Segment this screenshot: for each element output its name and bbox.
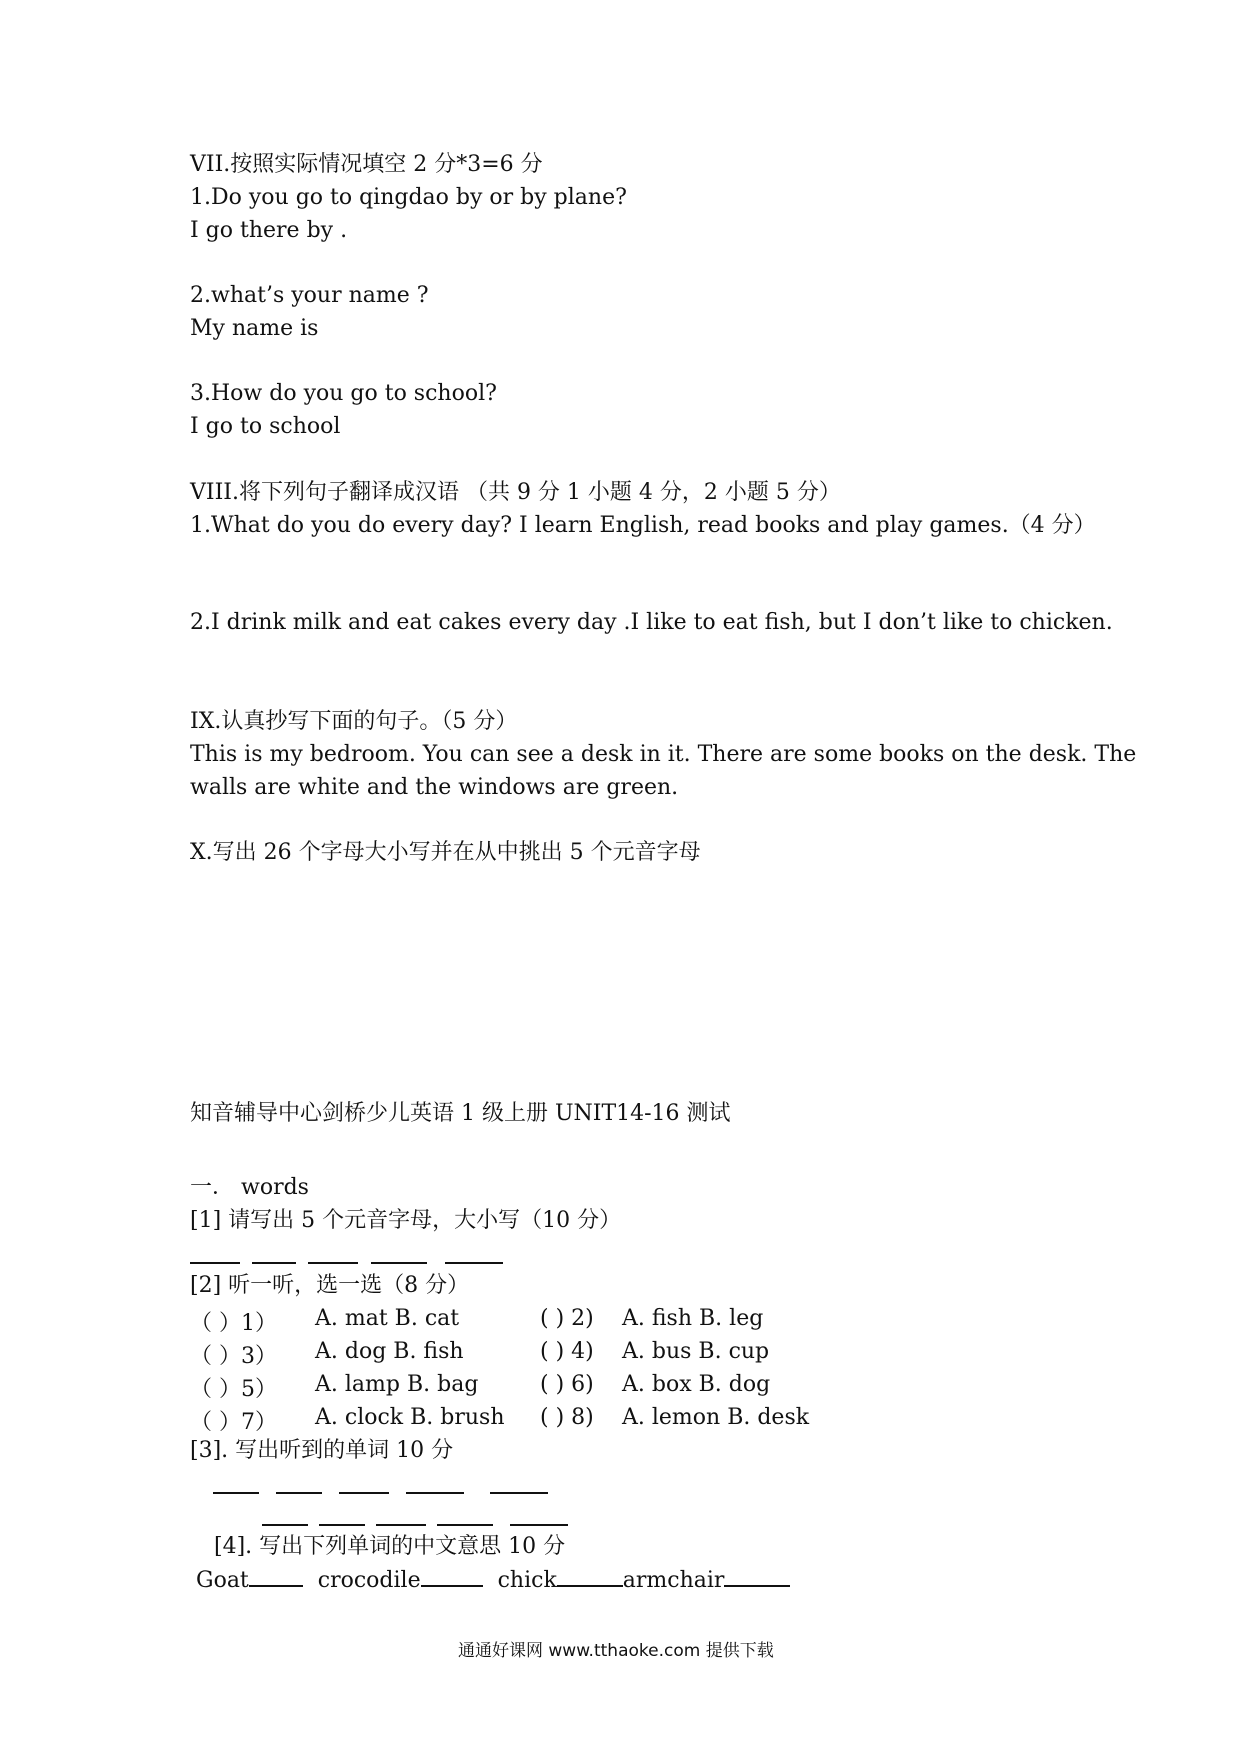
answer-blank[interactable]: [406, 1492, 464, 1494]
answer-blank[interactable]: [252, 1262, 296, 1264]
answer-blank[interactable]: [437, 1524, 493, 1526]
answer-blank[interactable]: [371, 1262, 427, 1264]
section-7-question-3: 3.How do you go to school?: [190, 381, 497, 406]
section-9-heading: IX.认真抄写下面的句子。（5 分）: [190, 709, 518, 734]
answer-blank[interactable]: [339, 1492, 389, 1494]
section-9-line-2: walls are white and the windows are green.: [190, 775, 679, 800]
item-choices: A. lemon B. desk: [622, 1405, 810, 1430]
section-9-line-1: This is my bedroom. You can see a desk in it. There are some books on the desk. The: [190, 742, 1137, 767]
item-label: （ ）1）: [190, 1311, 277, 1336]
item-label: （ ）3）: [190, 1344, 277, 1369]
question-3-heading: [3]. 写出听到的单词 10 分: [190, 1438, 454, 1463]
question-1-heading: [1] 请写出 5 个元音字母，大小写（10 分）: [190, 1208, 622, 1233]
answer-blank[interactable]: [724, 1567, 790, 1587]
section-7-heading: VII.按照实际情况填空 2 分*3=6 分: [190, 152, 543, 177]
question-4-heading: [4]. 写出下列单词的中文意思 10 分: [214, 1534, 566, 1559]
item-choices: A. lamp B. bag: [315, 1372, 479, 1397]
item-choices: A. clock B. brush: [315, 1405, 505, 1430]
answer-blank[interactable]: [445, 1262, 503, 1264]
section-8-heading: VIII.将下列句子翻译成汉语 （共 9 分 1 小题 4 分，2 小题 5 分）: [190, 480, 841, 505]
section-8-sentence-2: 2.I drink milk and eat cakes every day .I like to eat fish, but I don’t like to chicken.: [190, 610, 1113, 635]
answer-blank[interactable]: [262, 1524, 308, 1526]
answer-blank[interactable]: [249, 1567, 303, 1587]
item-choices: A. mat B. cat: [315, 1306, 460, 1331]
item-label: （ ）7）: [190, 1410, 277, 1435]
item-choices: A. fish B. leg: [622, 1306, 764, 1331]
section-8-sentence-1: 1.What do you do every day? I learn English, read books and play games.（4 分）: [190, 513, 1096, 538]
vocab-word: armchair: [622, 1568, 725, 1593]
section-7-answer-3: I go to school: [190, 414, 341, 439]
answer-blank[interactable]: [308, 1262, 358, 1264]
section-7-question-2: 2.what’s your name ?: [190, 283, 429, 308]
section-7-question-1: 1.Do you go to qingdao by or by plane?: [190, 185, 627, 210]
item-label: ( ) 8): [540, 1405, 594, 1430]
item-choices: A. bus B. cup: [622, 1339, 770, 1364]
answer-blank[interactable]: [190, 1262, 240, 1264]
answer-blank[interactable]: [213, 1492, 259, 1494]
section-7-answer-1: I go there by .: [190, 218, 348, 243]
vocab-word: chick: [497, 1568, 557, 1593]
item-label: ( ) 2): [540, 1306, 594, 1331]
item-label: ( ) 6): [540, 1372, 594, 1397]
test-title: 知音辅导中心剑桥少儿英语 1 级上册 UNIT14-16 测试: [190, 1101, 731, 1126]
answer-blank[interactable]: [319, 1524, 365, 1526]
vocab-word: crocodile: [317, 1568, 421, 1593]
answer-blank[interactable]: [557, 1567, 623, 1587]
question-2-heading: [2] 听一听，选一选（8 分）: [190, 1273, 470, 1298]
section-10-heading: X.写出 26 个字母大小写并在从中挑出 5 个元音字母: [190, 840, 701, 865]
item-choices: A. dog B. fish: [315, 1339, 464, 1364]
item-label: ( ) 4): [540, 1339, 594, 1364]
vocab-row: [196, 1567, 790, 1593]
answer-blank[interactable]: [376, 1524, 426, 1526]
item-choices: A. box B. dog: [622, 1372, 771, 1397]
answer-blank[interactable]: [490, 1492, 548, 1494]
vocab-word: Goat: [196, 1568, 249, 1593]
item-label: （ ）5）: [190, 1377, 277, 1402]
section-7-answer-2: My name is: [190, 316, 319, 341]
answer-blank[interactable]: [276, 1492, 322, 1494]
page-footer: 通通好课网 www.tthaoke.com 提供下载: [458, 1641, 774, 1661]
part-1-heading: 一． words: [190, 1175, 309, 1200]
answer-blank[interactable]: [421, 1567, 483, 1587]
answer-blank[interactable]: [510, 1524, 568, 1526]
